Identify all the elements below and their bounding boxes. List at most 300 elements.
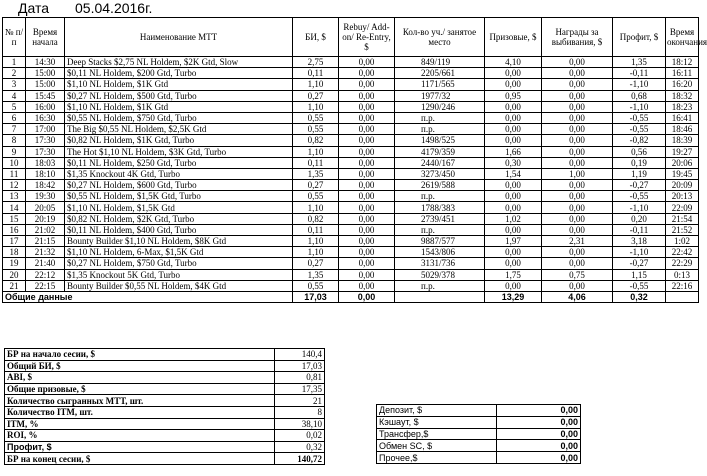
- cell-prize: 1,02: [485, 213, 542, 224]
- summary-value: 140,72: [275, 453, 325, 465]
- cell-rebuy: 0,00: [339, 180, 395, 191]
- col-place-header: Кол-во уч./ занятое место: [395, 18, 485, 57]
- bankroll-op-row: [377, 428, 581, 440]
- cell-buyin: 0,55: [293, 112, 339, 123]
- cell-start-time: 15:00: [26, 79, 65, 90]
- cell-start-time: 21:02: [26, 224, 65, 235]
- table-row: [3, 146, 699, 157]
- summary-row: [5, 372, 325, 384]
- cell-row-number: 19: [3, 258, 26, 269]
- cell-entrants-place: 1290/246: [395, 101, 485, 112]
- cell-bounty: 0,00: [542, 146, 613, 157]
- cell-bounty: 0,00: [542, 101, 613, 112]
- cell-bounty: 1,00: [542, 168, 613, 179]
- cell-profit: 0,56: [613, 146, 666, 157]
- col-end-header: Время окончания: [666, 18, 699, 57]
- cell-rebuy: 0,00: [339, 280, 395, 291]
- cell-profit: -0,11: [613, 68, 666, 79]
- cell-rebuy: 0,00: [339, 202, 395, 213]
- summary-value: 0,81: [275, 372, 325, 384]
- cell-rebuy: 0,00: [339, 112, 395, 123]
- col-start-header: Время начала: [26, 18, 65, 57]
- bankroll-op-value: 0,00: [497, 428, 581, 440]
- cell-entrants-place: 4179/359: [395, 146, 485, 157]
- summary-label: Количество ITM, шт.: [5, 406, 275, 418]
- cell-row-number: 14: [3, 202, 26, 213]
- cell-buyin: 1,10: [293, 236, 339, 247]
- bankroll-op-value: 0,00: [497, 452, 581, 464]
- cell-bounty: 0,75: [542, 269, 613, 280]
- summary-value: 140,4: [275, 349, 325, 361]
- cell-rebuy: 0,00: [339, 157, 395, 168]
- col-num-header: № п/п: [3, 18, 26, 57]
- cell-prize: 0,00: [485, 180, 542, 191]
- cell-bounty: 2,31: [542, 236, 613, 247]
- cell-rebuy: 0,00: [339, 79, 395, 90]
- bankroll-op-label: Кэшаут, $: [377, 416, 497, 428]
- cell-buyin: 1,35: [293, 168, 339, 179]
- cell-buyin: 0,27: [293, 90, 339, 101]
- cell-end-time: 22:42: [666, 247, 699, 258]
- cell-buyin: 0,11: [293, 157, 339, 168]
- cell-entrants-place: 1498/525: [395, 135, 485, 146]
- totals-end-empty: [666, 291, 699, 302]
- cell-bounty: 0,00: [542, 224, 613, 235]
- summary-row: [5, 406, 325, 418]
- summary-row: [5, 349, 325, 361]
- cell-profit: -1,10: [613, 247, 666, 258]
- cell-entrants-place: 5029/378: [395, 269, 485, 280]
- cell-prize: 0,00: [485, 191, 542, 202]
- summary-row: [5, 383, 325, 395]
- cell-end-time: 20:13: [666, 191, 699, 202]
- table-row: [3, 236, 699, 247]
- table-row: [3, 191, 699, 202]
- cell-entrants-place: 849/119: [395, 57, 485, 68]
- cell-end-time: 18:39: [666, 135, 699, 146]
- bankroll-op-row: [377, 452, 581, 464]
- col-buyin-header: БИ, $: [293, 18, 339, 57]
- cell-start-time: 16:00: [26, 101, 65, 112]
- totals-buyin: 17,03: [293, 291, 339, 302]
- cell-row-number: 21: [3, 280, 26, 291]
- totals-row: [3, 291, 699, 302]
- cell-prize: 0,00: [485, 202, 542, 213]
- cell-bounty: 0,00: [542, 79, 613, 90]
- table-row: [3, 57, 699, 68]
- cell-profit: -0,55: [613, 280, 666, 291]
- cell-rebuy: 0,00: [339, 258, 395, 269]
- cell-row-number: 15: [3, 213, 26, 224]
- cell-buyin: 0,11: [293, 224, 339, 235]
- cell-tournament-name: $0,55 NL Holdem, $1,5K Gtd, Turbo: [65, 191, 293, 202]
- bankroll-ops-table: [376, 404, 581, 464]
- bankroll-op-value: 0,00: [497, 440, 581, 452]
- cell-prize: 0,00: [485, 68, 542, 79]
- cell-entrants-place: 2440/167: [395, 157, 485, 168]
- cell-bounty: 0,00: [542, 191, 613, 202]
- cell-rebuy: 0,00: [339, 191, 395, 202]
- totals-profit: 0,32: [613, 291, 666, 302]
- cell-bounty: 0,00: [542, 247, 613, 258]
- cell-prize: 0,00: [485, 247, 542, 258]
- cell-buyin: 1,35: [293, 269, 339, 280]
- summary-value: 21: [275, 395, 325, 407]
- date-value: 05.04.2016г.: [75, 0, 153, 16]
- cell-prize: 0,00: [485, 124, 542, 135]
- summary-label: Профит, $: [5, 441, 275, 453]
- summary-label: БР на конец сесии, $: [5, 453, 275, 465]
- cell-buyin: 0,11: [293, 68, 339, 79]
- cell-entrants-place: 1543/806: [395, 247, 485, 258]
- cell-entrants-place: 2739/451: [395, 213, 485, 224]
- cell-entrants-place: 9887/577: [395, 236, 485, 247]
- cell-buyin: 0,55: [293, 280, 339, 291]
- cell-buyin: 0,27: [293, 180, 339, 191]
- cell-prize: 0,00: [485, 135, 542, 146]
- table-row: [3, 224, 699, 235]
- cell-tournament-name: $0,11 NL Holdem, $250 Gtd, Turbo: [65, 157, 293, 168]
- cell-profit: -0,82: [613, 135, 666, 146]
- col-rebuy-header: Rebuy/ Add-on/ Re-Entry, $: [339, 18, 395, 57]
- bankroll-op-row: [377, 416, 581, 428]
- cell-start-time: 17:00: [26, 124, 65, 135]
- summary-row: [5, 395, 325, 407]
- session-summary-table: [4, 348, 325, 465]
- cell-row-number: 9: [3, 146, 26, 157]
- cell-end-time: 0:13: [666, 269, 699, 280]
- cell-entrants-place: п.р.: [395, 191, 485, 202]
- cell-start-time: 15:45: [26, 90, 65, 101]
- cell-start-time: 21:15: [26, 236, 65, 247]
- cell-tournament-name: Bounty Builder $0,55 NL Holdem, $4K Gtd: [65, 280, 293, 291]
- summary-row: [5, 453, 325, 465]
- cell-entrants-place: 3131/736: [395, 258, 485, 269]
- cell-row-number: 16: [3, 224, 26, 235]
- cell-row-number: 17: [3, 236, 26, 247]
- table-row: [3, 101, 699, 112]
- summary-label: Количество сыгранных МТТ, шт.: [5, 395, 275, 407]
- cell-start-time: 20:05: [26, 202, 65, 213]
- cell-entrants-place: п.р.: [395, 124, 485, 135]
- cell-end-time: 21:54: [666, 213, 699, 224]
- cell-rebuy: 0,00: [339, 90, 395, 101]
- cell-rebuy: 0,00: [339, 224, 395, 235]
- cell-buyin: 0,55: [293, 191, 339, 202]
- cell-tournament-name: $0,55 NL Holdem, $750 Gtd, Turbo: [65, 112, 293, 123]
- table-row: [3, 180, 699, 191]
- cell-end-time: 18:46: [666, 124, 699, 135]
- cell-entrants-place: 1171/565: [395, 79, 485, 90]
- cell-profit: 0,19: [613, 157, 666, 168]
- cell-rebuy: 0,00: [339, 247, 395, 258]
- cell-bounty: 0,00: [542, 90, 613, 101]
- col-name-header: Наименование МТТ: [65, 18, 293, 57]
- cell-start-time: 15:00: [26, 68, 65, 79]
- cell-start-time: 17:30: [26, 146, 65, 157]
- summary-value: 0,02: [275, 430, 325, 442]
- cell-profit: 0,20: [613, 213, 666, 224]
- bankroll-op-label: Депозит, $: [377, 405, 497, 417]
- cell-profit: -0,55: [613, 191, 666, 202]
- table-header-row: [3, 18, 699, 57]
- cell-bounty: 0,00: [542, 202, 613, 213]
- table-row: [3, 157, 699, 168]
- cell-tournament-name: The Hot $1,10 NL Holdem, $3K Gtd, Turbo: [65, 146, 293, 157]
- cell-entrants-place: 2619/588: [395, 180, 485, 191]
- summary-label: ABI, $: [5, 372, 275, 384]
- cell-prize: 1,54: [485, 168, 542, 179]
- bankroll-op-label: Обмен SC, $: [377, 440, 497, 452]
- cell-end-time: 18:32: [666, 90, 699, 101]
- cell-tournament-name: $0,82 NL Holdem, $2K Gtd, Turbo: [65, 213, 293, 224]
- table-row: [3, 168, 699, 179]
- cell-end-time: 16:20: [666, 79, 699, 90]
- summary-row: [5, 418, 325, 430]
- cell-end-time: 22:09: [666, 202, 699, 213]
- cell-profit: 1,19: [613, 168, 666, 179]
- cell-start-time: 18:42: [26, 180, 65, 191]
- summary-row: [5, 360, 325, 372]
- col-prize-header: Призовые, $: [485, 18, 542, 57]
- summary-value: 17,03: [275, 360, 325, 372]
- totals-label: Общие данные: [3, 291, 293, 302]
- totals-prize: 13,29: [485, 291, 542, 302]
- cell-row-number: 11: [3, 168, 26, 179]
- cell-tournament-name: $1,35 Knockout 5K Gtd, Turbo: [65, 269, 293, 280]
- cell-bounty: 0,00: [542, 112, 613, 123]
- cell-end-time: 20:09: [666, 180, 699, 191]
- cell-bounty: 0,00: [542, 57, 613, 68]
- cell-profit: -0,55: [613, 124, 666, 135]
- cell-tournament-name: $0,82 NL Holdem, $1K Gtd, Turbo: [65, 135, 293, 146]
- date-label: Дата: [18, 0, 50, 16]
- cell-profit: 0,68: [613, 90, 666, 101]
- cell-bounty: 0,00: [542, 124, 613, 135]
- cell-tournament-name: The Big $0,55 NL Holdem, $2,5K Gtd: [65, 124, 293, 135]
- cell-rebuy: 0,00: [339, 236, 395, 247]
- summary-row: [5, 430, 325, 442]
- col-profit-header: Профит, $: [613, 18, 666, 57]
- cell-buyin: 1,10: [293, 101, 339, 112]
- totals-bounty: 4,06: [542, 291, 613, 302]
- cell-row-number: 6: [3, 112, 26, 123]
- summary-value: 0,32: [275, 441, 325, 453]
- cell-profit: -1,10: [613, 202, 666, 213]
- cell-row-number: 13: [3, 191, 26, 202]
- cell-tournament-name: $1,10 NL Holdem, $1K Gtd: [65, 79, 293, 90]
- cell-row-number: 7: [3, 124, 26, 135]
- cell-tournament-name: $0,27 NL Holdem, $600 Gtd, Turbo: [65, 180, 293, 191]
- cell-start-time: 20:19: [26, 213, 65, 224]
- cell-buyin: 2,75: [293, 57, 339, 68]
- cell-prize: 1,66: [485, 146, 542, 157]
- cell-end-time: 16:41: [666, 112, 699, 123]
- cell-profit: -0,27: [613, 180, 666, 191]
- cell-prize: 0,00: [485, 224, 542, 235]
- cell-entrants-place: 2205/661: [395, 68, 485, 79]
- summary-label: Общие призовые, $: [5, 383, 275, 395]
- cell-tournament-name: Deep Stacks $2,75 NL Holdem, $2K Gtd, Slow: [65, 57, 293, 68]
- cell-buyin: 1,10: [293, 146, 339, 157]
- cell-entrants-place: 1977/32: [395, 90, 485, 101]
- table-row: [3, 202, 699, 213]
- cell-end-time: 22:29: [666, 258, 699, 269]
- cell-prize: 0,00: [485, 79, 542, 90]
- cell-prize: 0,95: [485, 90, 542, 101]
- table-row: [3, 135, 699, 146]
- cell-rebuy: 0,00: [339, 101, 395, 112]
- cell-end-time: 19:27: [666, 146, 699, 157]
- cell-profit: 3,18: [613, 236, 666, 247]
- cell-start-time: 17:30: [26, 135, 65, 146]
- cell-row-number: 2: [3, 68, 26, 79]
- summary-value: 38,10: [275, 418, 325, 430]
- table-row: [3, 269, 699, 280]
- cell-entrants-place: 3273/450: [395, 168, 485, 179]
- cell-start-time: 14:30: [26, 57, 65, 68]
- cell-profit: -1,10: [613, 101, 666, 112]
- cell-end-time: 1:02: [666, 236, 699, 247]
- cell-tournament-name: $0,11 NL Holdem, $400 Gtd, Turbo: [65, 224, 293, 235]
- cell-prize: 0,30: [485, 157, 542, 168]
- cell-tournament-name: $1,35 Knockout 4K Gtd, Turbo: [65, 168, 293, 179]
- cell-tournament-name: $0,27 NL Holdem, $500 Gtd, Turbo: [65, 90, 293, 101]
- summary-label: Общий БИ, $: [5, 360, 275, 372]
- cell-prize: 1,75: [485, 269, 542, 280]
- cell-row-number: 12: [3, 180, 26, 191]
- summary-row: [5, 441, 325, 453]
- cell-buyin: 1,10: [293, 247, 339, 258]
- cell-row-number: 4: [3, 90, 26, 101]
- cell-start-time: 18:03: [26, 157, 65, 168]
- cell-row-number: 18: [3, 247, 26, 258]
- bankroll-op-label: Прочее,$: [377, 452, 497, 464]
- cell-row-number: 5: [3, 101, 26, 112]
- session-date: [18, 0, 152, 16]
- cell-start-time: 16:30: [26, 112, 65, 123]
- cell-end-time: 21:52: [666, 224, 699, 235]
- cell-profit: -0,27: [613, 258, 666, 269]
- table-row: [3, 124, 699, 135]
- cell-rebuy: 0,00: [339, 68, 395, 79]
- cell-tournament-name: $1,10 NL Holdem, $1,5K Gtd: [65, 202, 293, 213]
- table-row: [3, 68, 699, 79]
- cell-rebuy: 0,00: [339, 135, 395, 146]
- summary-label: ITM, %: [5, 418, 275, 430]
- cell-buyin: 0,27: [293, 258, 339, 269]
- bankroll-op-row: [377, 405, 581, 417]
- cell-prize: 0,00: [485, 101, 542, 112]
- cell-prize: 0,00: [485, 280, 542, 291]
- table-row: [3, 247, 699, 258]
- table-row: [3, 79, 699, 90]
- table-row: [3, 280, 699, 291]
- cell-start-time: 18:10: [26, 168, 65, 179]
- bankroll-op-label: Трансфер,$: [377, 428, 497, 440]
- col-bounty-header: Награды за выбивания, $: [542, 18, 613, 57]
- cell-entrants-place: п.р.: [395, 280, 485, 291]
- cell-end-time: 16:11: [666, 68, 699, 79]
- cell-start-time: 21:40: [26, 258, 65, 269]
- cell-prize: 0,00: [485, 112, 542, 123]
- cell-row-number: 20: [3, 269, 26, 280]
- cell-entrants-place: п.р.: [395, 112, 485, 123]
- cell-bounty: 0,00: [542, 258, 613, 269]
- cell-buyin: 0,55: [293, 124, 339, 135]
- bankroll-op-value: 0,00: [497, 416, 581, 428]
- table-row: [3, 112, 699, 123]
- cell-row-number: 1: [3, 57, 26, 68]
- cell-rebuy: 0,00: [339, 213, 395, 224]
- tournament-table: [2, 17, 707, 303]
- totals-place-empty: [395, 291, 485, 302]
- cell-end-time: 22:16: [666, 280, 699, 291]
- table-row: [3, 258, 699, 269]
- cell-rebuy: 0,00: [339, 269, 395, 280]
- cell-entrants-place: 1788/383: [395, 202, 485, 213]
- table-row: [3, 213, 699, 224]
- summary-label: ROI, %: [5, 430, 275, 442]
- cell-profit: -0,55: [613, 112, 666, 123]
- cell-start-time: 19:30: [26, 191, 65, 202]
- cell-rebuy: 0,00: [339, 124, 395, 135]
- cell-bounty: 0,00: [542, 68, 613, 79]
- cell-rebuy: 0,00: [339, 146, 395, 157]
- cell-end-time: 20:06: [666, 157, 699, 168]
- cell-start-time: 22:15: [26, 280, 65, 291]
- cell-row-number: 10: [3, 157, 26, 168]
- summary-label: БР на начало сесии, $: [5, 349, 275, 361]
- cell-end-time: 18:12: [666, 57, 699, 68]
- cell-prize: 1,97: [485, 236, 542, 247]
- cell-start-time: 22:12: [26, 269, 65, 280]
- totals-rebuy: 0,00: [339, 291, 395, 302]
- cell-bounty: 0,00: [542, 157, 613, 168]
- cell-row-number: 3: [3, 79, 26, 90]
- cell-buyin: 1,10: [293, 202, 339, 213]
- cell-rebuy: 0,00: [339, 168, 395, 179]
- cell-tournament-name: $0,27 NL Holdem, $750 Gtd, Turbo: [65, 258, 293, 269]
- cell-end-time: 18:23: [666, 101, 699, 112]
- cell-end-time: 19:45: [666, 168, 699, 179]
- cell-tournament-name: $1,10 NL Holdem, $1K Gtd: [65, 101, 293, 112]
- cell-start-time: 21:32: [26, 247, 65, 258]
- cell-tournament-name: Bounty Builder $1,10 NL Holdem, $8K Gtd: [65, 236, 293, 247]
- cell-row-number: 8: [3, 135, 26, 146]
- cell-bounty: 0,00: [542, 180, 613, 191]
- bankroll-op-value: 0,00: [497, 405, 581, 417]
- cell-prize: 4,10: [485, 57, 542, 68]
- cell-profit: -0,11: [613, 224, 666, 235]
- cell-bounty: 0,00: [542, 135, 613, 146]
- cell-rebuy: 0,00: [339, 57, 395, 68]
- cell-profit: 1,15: [613, 269, 666, 280]
- bankroll-op-row: [377, 440, 581, 452]
- cell-tournament-name: $0,11 NL Holdem, $200 Gtd, Turbo: [65, 68, 293, 79]
- cell-profit: 1,35: [613, 57, 666, 68]
- cell-prize: 0,00: [485, 258, 542, 269]
- summary-value: 8: [275, 406, 325, 418]
- cell-bounty: 0,00: [542, 280, 613, 291]
- cell-buyin: 1,10: [293, 79, 339, 90]
- cell-buyin: 0,82: [293, 135, 339, 146]
- table-row: [3, 90, 699, 101]
- cell-bounty: 0,00: [542, 213, 613, 224]
- cell-tournament-name: $1,10 NL Holdem, 6-Max, $1,5K Gtd: [65, 247, 293, 258]
- cell-profit: -1,10: [613, 79, 666, 90]
- summary-value: 17,35: [275, 383, 325, 395]
